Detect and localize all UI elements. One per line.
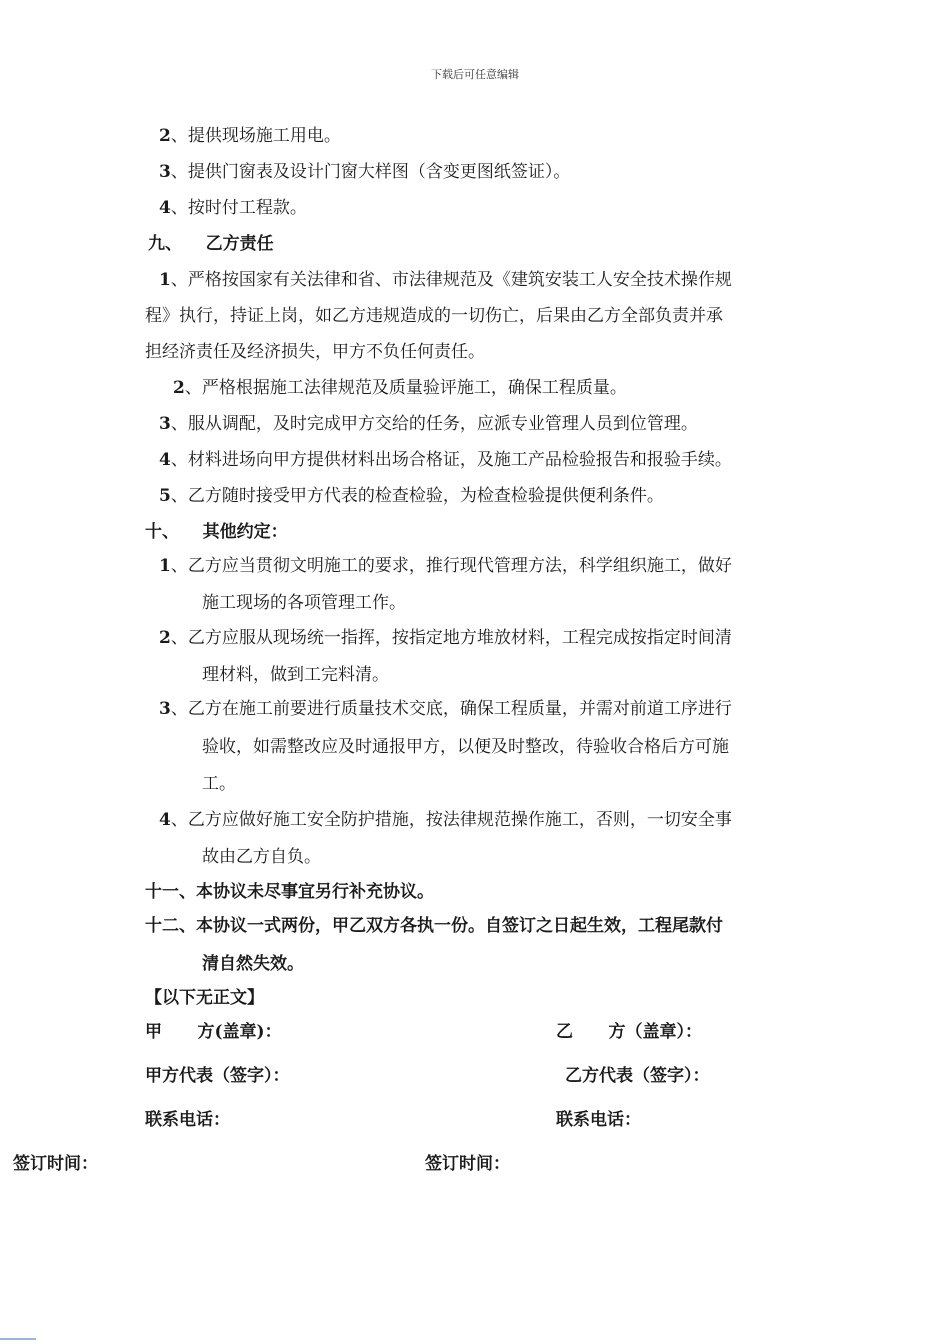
list-item: 4、材料进场向甲方提供材料出场合格证，及施工产品检验报告和报验手续。	[159, 450, 732, 470]
list-item: 5、乙方随时接受甲方代表的检查检验，为检查检验提供便利条件。	[159, 486, 664, 506]
section-heading: 十一、本协议未尽事宜另行补充协议。	[145, 882, 434, 902]
party-b-phone-label: 联系电话：	[556, 1110, 641, 1130]
list-item-continuation: 担经济责任及经济损失，甲方不负任何责任。	[145, 342, 485, 362]
list-item: 4、乙方应做好施工安全防护措施，按法律规范操作施工，否则，一切安全事	[159, 810, 732, 830]
list-item-continuation: 程》执行，持证上岗，如乙方违规造成的一切伤亡，后果由乙方全部负责并承	[145, 306, 723, 326]
list-item: 2、严格根据施工法律规范及质量验评施工，确保工程质量。	[173, 378, 627, 398]
party-b-rep-label: 乙方代表（签字）：	[565, 1066, 710, 1086]
page-corner-mark	[0, 1338, 36, 1340]
party-b-seal-label: 乙 方（盖章）：	[556, 1022, 703, 1042]
section-heading: 十、 其他约定：	[145, 522, 288, 542]
list-item: 3、提供门窗表及设计门窗大样图（含变更图纸签证）。	[159, 162, 571, 182]
section-heading-continuation: 清自然失效。	[202, 954, 304, 974]
list-item-continuation: 施工现场的各项管理工作。	[202, 593, 406, 613]
page-header: 下载后可任意编辑	[431, 68, 519, 81]
list-item: 2、提供现场施工用电。	[159, 126, 341, 146]
list-item: 4、按时付工程款。	[159, 198, 307, 218]
section-heading: 九、 乙方责任	[148, 234, 274, 254]
party-a-date-label: 签订时间：	[13, 1154, 98, 1174]
party-b-date-label: 签订时间：	[425, 1154, 510, 1174]
list-item: 1、严格按国家有关法律和省、市法律规范及《建筑安装工人安全技术操作规	[159, 270, 732, 290]
list-item: 1、乙方应当贯彻文明施工的要求，推行现代管理方法，科学组织施工，做好	[159, 556, 732, 576]
party-a-rep-label: 甲方代表（签字）：	[145, 1066, 290, 1086]
section-heading: 十二、本协议一式两份，甲乙双方各执一份。自签订之日起生效，工程尾款付	[145, 916, 723, 936]
list-item: 3、服从调配，及时完成甲方交给的任务，应派专业管理人员到位管理。	[159, 414, 698, 434]
list-item-continuation: 验收，如需整改应及时通报甲方，以便及时整改，待验收合格后方可施	[202, 737, 729, 757]
list-item: 3、乙方在施工前要进行质量技术交底，确保工程质量，并需对前道工序进行	[159, 699, 732, 719]
list-item-continuation: 理材料，做到工完料清。	[202, 665, 389, 685]
list-item: 2、乙方应服从现场统一指挥，按指定地方堆放材料，工程完成按指定时间清	[159, 628, 732, 648]
list-item-continuation: 工。	[202, 774, 236, 794]
party-a-phone-label: 联系电话：	[145, 1110, 230, 1130]
party-a-seal-label: 甲 方(盖章)：	[145, 1022, 282, 1042]
list-item-continuation: 故由乙方自负。	[202, 847, 321, 867]
end-of-text-marker: 【以下无正文】	[145, 988, 264, 1008]
